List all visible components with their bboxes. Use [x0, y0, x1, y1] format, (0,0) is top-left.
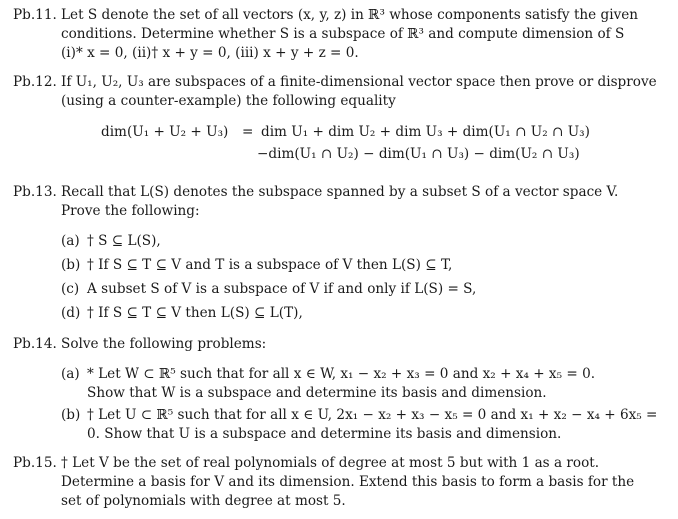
item-label: (b)	[61, 257, 81, 273]
problem-15	[13, 454, 663, 511]
item-text: † Let U ⊂ ℝ⁵ such that for all x ∈ U, 2x₁ − x₂ + x₃ − x₅ = 0 and x₁ + x₂ − x₄ + 6x₅ =	[87, 407, 658, 423]
problem-text: conditions. Determine whether S is a subspace of ℝ³ and compute dimension of S	[61, 26, 625, 42]
item-text: † If S ⊆ T ⊆ V and T is a subspace of V then L(S) ⊆ T,	[87, 257, 453, 273]
problem-label: Pb.13.	[13, 184, 57, 200]
item-text: † S ⊆ L(S),	[87, 233, 161, 249]
problem-text: set of polynomials with degree at most 5.	[61, 493, 346, 509]
equation-lhs: dim(U₁ + U₂ + U₃)	[101, 124, 229, 140]
problem-label: Pb.14.	[13, 336, 57, 352]
item-text-continued: Show that W is a subspace and determine its basis and dimension.	[87, 385, 547, 401]
list-item	[61, 406, 657, 444]
problem-12	[13, 73, 663, 162]
item-label: (b)	[61, 407, 81, 423]
problem-text: Prove the following:	[61, 203, 200, 219]
equation-rhs-line2: −dim(U₁ ∩ U₂) − dim(U₁ ∩ U₃) − dim(U₂ ∩ U₃)	[257, 146, 580, 162]
item-text-continued: 0. Show that U is a subspace and determine its basis and dimension.	[87, 426, 562, 442]
problem-text: (i)* x = 0, (ii)† x + y = 0, (iii) x + y + z = 0.	[61, 45, 359, 61]
item-label: (a)	[61, 233, 80, 249]
list-item	[61, 304, 303, 323]
problem-label: Pb.12.	[13, 74, 57, 90]
problem-label: Pb.15.	[13, 455, 57, 471]
problem-text: † Let V be the set of real polynomials of degree at most 5 but with 1 as a root.	[61, 455, 600, 471]
problem-text: (using a counter-example) the following equality	[61, 93, 396, 109]
item-label: (a)	[61, 366, 80, 382]
item-text: † If S ⊆ T ⊆ V then L(S) ⊆ L(T),	[87, 305, 303, 321]
list-item	[61, 256, 452, 275]
list-item	[61, 232, 161, 251]
problem-text: Recall that L(S) denotes the subspace spanned by a subset S of a vector space V.	[61, 184, 619, 200]
problem-14	[13, 335, 663, 442]
problem-text: Determine a basis for V and its dimension. Extend this basis to form a basis for the	[61, 474, 635, 490]
item-label: (d)	[61, 305, 81, 321]
problem-text: Let S denote the set of all vectors (x, y, z) in ℝ³ whose components satisfy the given	[61, 7, 639, 23]
problem-label: Pb.11.	[13, 7, 57, 23]
problem-text: Solve the following problems:	[61, 336, 267, 352]
equation-rhs-line1: dim U₁ + dim U₂ + dim U₃ + dim(U₁ ∩ U₂ ∩ U₃)	[261, 124, 590, 140]
list-item	[61, 365, 595, 403]
item-text: * Let W ⊂ ℝ⁵ such that for all x ∈ W, x₁ − x₂ + x₃ = 0 and x₂ + x₄ + x₅ = 0.	[87, 366, 596, 382]
problem-11	[13, 6, 663, 63]
problem-13	[13, 183, 663, 321]
problem-text: If U₁, U₂, U₃ are subspaces of a finite-dimensional vector space then prove or disprove	[61, 74, 657, 90]
item-text: A subset S of V is a subspace of V if and only if L(S) = S,	[87, 281, 477, 297]
equation-equals: =	[242, 124, 254, 140]
item-label: (c)	[61, 281, 80, 297]
list-item	[61, 280, 476, 299]
